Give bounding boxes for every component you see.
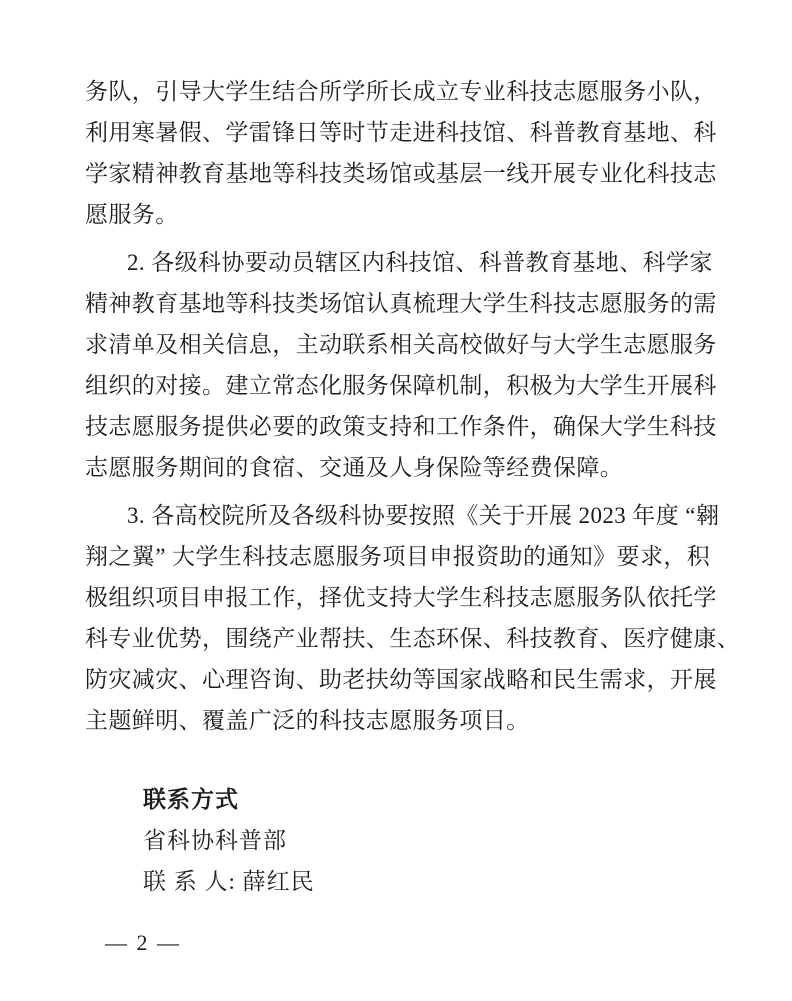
body-line: 极组织项目申报工作，择优支持大学生科技志愿服务队依托学 [85, 585, 717, 610]
body-line-item-2: 2. 各级科协要动员辖区内科技馆、科普教育基地、科学家 [127, 250, 713, 275]
body-line: 志愿服务期间的食宿、交通及人身保险等经费保障。 [85, 455, 624, 480]
body-line: 主题鲜明、覆盖广泛的科技志愿服务项目。 [85, 708, 530, 733]
body-line: 精神教育基地等科技类场馆认真梳理大学生科技志愿服务的需 [85, 291, 717, 316]
body-line: 利用寒暑假、学雷锋日等时节走进科技馆、科普教育基地、科 [85, 120, 717, 145]
page-number: — 2 — [105, 930, 181, 955]
body-line: 求清单及相关信息，主动联系相关高校做好与大学生志愿服务 [85, 332, 717, 357]
body-line: 学家精神教育基地等科技类场馆或基层一线开展专业化科技志 [85, 161, 717, 186]
body-line: 科专业优势，围绕产业帮扶、生态环保、科技教育、医疗健康、 [85, 626, 741, 651]
contact-heading: 联系方式 [143, 787, 239, 812]
body-line: 翔之翼” 大学生科技志愿服务项目申报资助的通知》要求，积 [85, 544, 711, 569]
contact-person: 联 系 人: 薛红民 [143, 869, 315, 894]
body-line: 务队，引导大学生结合所学所长成立专业科技志愿服务小队， [85, 79, 717, 104]
contact-department: 省科协科普部 [143, 828, 287, 853]
document-body [85, 71, 741, 902]
body-line: 技志愿服务提供必要的政策支持和工作条件，确保大学生科技 [85, 414, 717, 439]
body-line: 防灾减灾、心理咨询、助老扶幼等国家战略和民生需求，开展 [85, 667, 717, 692]
body-line: 愿服务。 [85, 202, 179, 227]
body-line-item-3: 3. 各高校院所及各级科协要按照《关于开展 2023 年度 “翱 [127, 503, 720, 528]
body-line: 组织的对接。建立常态化服务保障机制，积极为大学生开展科 [85, 373, 717, 398]
contact-section [85, 779, 713, 902]
